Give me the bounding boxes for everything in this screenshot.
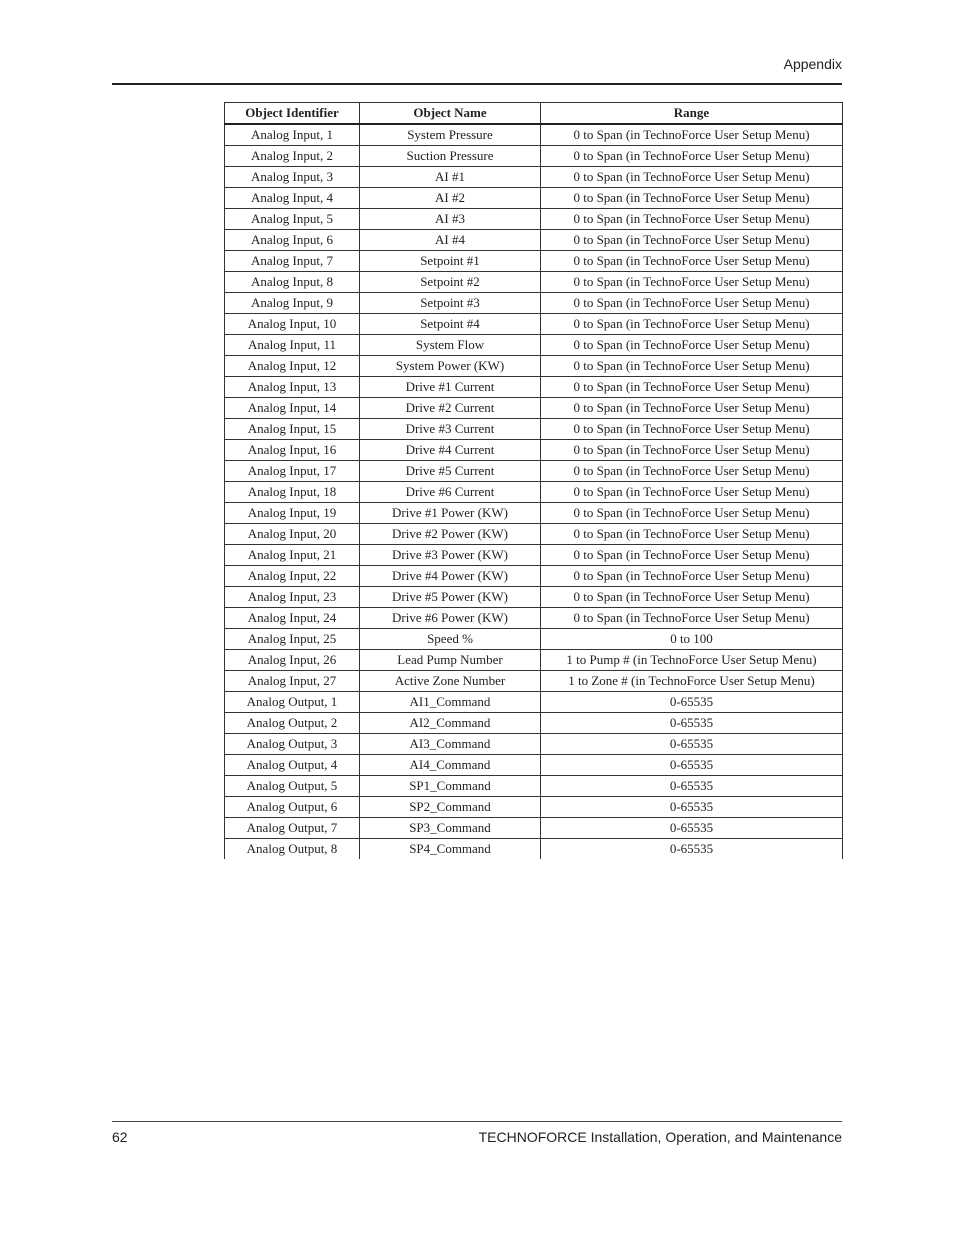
cell-object-identifier: Analog Output, 1 <box>225 692 360 713</box>
cell-object-name: System Power (KW) <box>360 356 541 377</box>
table-row <box>225 146 843 167</box>
header-section-title: Appendix <box>783 56 842 72</box>
cell-object-name: AI #2 <box>360 188 541 209</box>
cell-object-name: Setpoint #3 <box>360 293 541 314</box>
cell-object-identifier: Analog Output, 5 <box>225 776 360 797</box>
cell-object-identifier: Analog Input, 15 <box>225 419 360 440</box>
cell-object-name: AI1_Command <box>360 692 541 713</box>
cell-object-identifier: Analog Output, 3 <box>225 734 360 755</box>
cell-range: 0 to Span (in TechnoForce User Setup Menu) <box>541 209 843 230</box>
cell-object-name: Drive #2 Power (KW) <box>360 524 541 545</box>
cell-range: 0 to Span (in TechnoForce User Setup Menu) <box>541 608 843 629</box>
cell-range: 0 to Span (in TechnoForce User Setup Menu) <box>541 335 843 356</box>
table-row <box>225 124 843 146</box>
cell-range: 0-65535 <box>541 713 843 734</box>
cell-object-name: Drive #2 Current <box>360 398 541 419</box>
table-row <box>225 251 843 272</box>
table-row <box>225 482 843 503</box>
cell-object-identifier: Analog Input, 9 <box>225 293 360 314</box>
cell-object-identifier: Analog Input, 3 <box>225 167 360 188</box>
table-row <box>225 335 843 356</box>
footer-rule <box>112 1121 842 1122</box>
table-body <box>225 124 843 859</box>
cell-object-identifier: Analog Input, 4 <box>225 188 360 209</box>
table-row <box>225 167 843 188</box>
cell-object-identifier: Analog Input, 12 <box>225 356 360 377</box>
cell-range: 1 to Pump # (in TechnoForce User Setup Menu) <box>541 650 843 671</box>
cell-object-identifier: Analog Input, 20 <box>225 524 360 545</box>
cell-object-name: Drive #3 Power (KW) <box>360 545 541 566</box>
cell-range: 0 to Span (in TechnoForce User Setup Menu) <box>541 503 843 524</box>
cell-object-identifier: Analog Output, 8 <box>225 839 360 860</box>
cell-object-identifier: Analog Input, 8 <box>225 272 360 293</box>
table-row <box>225 692 843 713</box>
cell-range: 0-65535 <box>541 839 843 860</box>
cell-range: 0 to Span (in TechnoForce User Setup Menu) <box>541 314 843 335</box>
cell-range: 0 to Span (in TechnoForce User Setup Menu) <box>541 545 843 566</box>
cell-object-identifier: Analog Input, 26 <box>225 650 360 671</box>
cell-range: 0 to Span (in TechnoForce User Setup Menu) <box>541 146 843 167</box>
table-row <box>225 713 843 734</box>
cell-object-name: Active Zone Number <box>360 671 541 692</box>
column-header-object-identifier: Object Identifier <box>225 103 360 125</box>
table-row <box>225 440 843 461</box>
table-row <box>225 461 843 482</box>
cell-object-name: Speed % <box>360 629 541 650</box>
cell-object-name: SP4_Command <box>360 839 541 860</box>
table-row <box>225 503 843 524</box>
table-row <box>225 209 843 230</box>
table-header-row <box>225 103 843 125</box>
cell-object-identifier: Analog Output, 2 <box>225 713 360 734</box>
cell-object-name: Drive #4 Current <box>360 440 541 461</box>
cell-range: 1 to Zone # (in TechnoForce User Setup Menu) <box>541 671 843 692</box>
cell-object-identifier: Analog Input, 19 <box>225 503 360 524</box>
cell-object-name: AI3_Command <box>360 734 541 755</box>
page-number: 62 <box>112 1129 128 1145</box>
cell-object-identifier: Analog Input, 7 <box>225 251 360 272</box>
cell-object-identifier: Analog Input, 6 <box>225 230 360 251</box>
table-row <box>225 566 843 587</box>
cell-object-name: AI4_Command <box>360 755 541 776</box>
table-row <box>225 734 843 755</box>
table-row <box>225 755 843 776</box>
cell-object-identifier: Analog Input, 23 <box>225 587 360 608</box>
table-row <box>225 608 843 629</box>
cell-object-name: Drive #5 Current <box>360 461 541 482</box>
cell-range: 0 to Span (in TechnoForce User Setup Menu) <box>541 251 843 272</box>
cell-object-identifier: Analog Output, 7 <box>225 818 360 839</box>
cell-object-identifier: Analog Input, 1 <box>225 124 360 146</box>
cell-object-name: AI #3 <box>360 209 541 230</box>
cell-object-identifier: Analog Input, 2 <box>225 146 360 167</box>
cell-range: 0 to Span (in TechnoForce User Setup Menu) <box>541 293 843 314</box>
cell-object-name: Drive #6 Power (KW) <box>360 608 541 629</box>
table-row <box>225 314 843 335</box>
cell-range: 0 to Span (in TechnoForce User Setup Menu) <box>541 377 843 398</box>
header-rule <box>112 83 842 85</box>
cell-range: 0 to Span (in TechnoForce User Setup Menu) <box>541 356 843 377</box>
cell-object-name: Drive #3 Current <box>360 419 541 440</box>
cell-object-name: Setpoint #1 <box>360 251 541 272</box>
table-row <box>225 419 843 440</box>
table-row <box>225 839 843 860</box>
cell-range: 0-65535 <box>541 755 843 776</box>
table-row <box>225 398 843 419</box>
cell-object-identifier: Analog Output, 4 <box>225 755 360 776</box>
cell-range: 0 to Span (in TechnoForce User Setup Menu) <box>541 230 843 251</box>
column-header-object-name: Object Name <box>360 103 541 125</box>
cell-object-identifier: Analog Input, 27 <box>225 671 360 692</box>
table-row <box>225 776 843 797</box>
table-row <box>225 524 843 545</box>
cell-object-name: SP1_Command <box>360 776 541 797</box>
cell-range: 0-65535 <box>541 734 843 755</box>
cell-object-identifier: Analog Input, 24 <box>225 608 360 629</box>
cell-range: 0 to 100 <box>541 629 843 650</box>
cell-object-name: AI #4 <box>360 230 541 251</box>
cell-object-name: AI #1 <box>360 167 541 188</box>
cell-object-name: SP3_Command <box>360 818 541 839</box>
table-row <box>225 650 843 671</box>
cell-object-identifier: Analog Input, 17 <box>225 461 360 482</box>
cell-range: 0 to Span (in TechnoForce User Setup Menu) <box>541 419 843 440</box>
table-row <box>225 587 843 608</box>
cell-range: 0-65535 <box>541 776 843 797</box>
cell-object-identifier: Analog Input, 18 <box>225 482 360 503</box>
table-row <box>225 629 843 650</box>
cell-object-name: Suction Pressure <box>360 146 541 167</box>
cell-object-name: Lead Pump Number <box>360 650 541 671</box>
cell-range: 0-65535 <box>541 818 843 839</box>
table-row <box>225 356 843 377</box>
table-row <box>225 797 843 818</box>
cell-object-identifier: Analog Input, 21 <box>225 545 360 566</box>
cell-range: 0 to Span (in TechnoForce User Setup Menu) <box>541 461 843 482</box>
cell-object-name: Drive #4 Power (KW) <box>360 566 541 587</box>
document-title: TECHNOFORCE Installation, Operation, and Maintenance <box>478 1129 842 1145</box>
table-row <box>225 818 843 839</box>
cell-range: 0 to Span (in TechnoForce User Setup Menu) <box>541 188 843 209</box>
cell-range: 0 to Span (in TechnoForce User Setup Menu) <box>541 587 843 608</box>
cell-range: 0 to Span (in TechnoForce User Setup Menu) <box>541 524 843 545</box>
cell-object-name: AI2_Command <box>360 713 541 734</box>
cell-object-identifier: Analog Input, 22 <box>225 566 360 587</box>
cell-object-identifier: Analog Input, 5 <box>225 209 360 230</box>
cell-object-name: SP2_Command <box>360 797 541 818</box>
cell-range: 0 to Span (in TechnoForce User Setup Menu) <box>541 482 843 503</box>
cell-object-identifier: Analog Input, 10 <box>225 314 360 335</box>
cell-object-identifier: Analog Input, 13 <box>225 377 360 398</box>
cell-object-name: Drive #1 Power (KW) <box>360 503 541 524</box>
cell-range: 0-65535 <box>541 797 843 818</box>
cell-object-identifier: Analog Input, 11 <box>225 335 360 356</box>
cell-object-name: Setpoint #2 <box>360 272 541 293</box>
cell-range: 0 to Span (in TechnoForce User Setup Menu) <box>541 440 843 461</box>
table-row <box>225 230 843 251</box>
cell-object-name: System Flow <box>360 335 541 356</box>
cell-object-identifier: Analog Input, 16 <box>225 440 360 461</box>
cell-range: 0 to Span (in TechnoForce User Setup Menu) <box>541 124 843 146</box>
table-row <box>225 377 843 398</box>
cell-object-identifier: Analog Input, 14 <box>225 398 360 419</box>
cell-range: 0 to Span (in TechnoForce User Setup Menu) <box>541 566 843 587</box>
cell-range: 0 to Span (in TechnoForce User Setup Menu) <box>541 398 843 419</box>
cell-object-name: Drive #1 Current <box>360 377 541 398</box>
table-row <box>225 671 843 692</box>
column-header-range: Range <box>541 103 843 125</box>
table-row <box>225 293 843 314</box>
table-row <box>225 188 843 209</box>
cell-range: 0 to Span (in TechnoForce User Setup Menu) <box>541 167 843 188</box>
table-row <box>225 545 843 566</box>
cell-object-name: System Pressure <box>360 124 541 146</box>
object-table <box>224 102 843 859</box>
cell-object-name: Setpoint #4 <box>360 314 541 335</box>
cell-object-identifier: Analog Output, 6 <box>225 797 360 818</box>
table-row <box>225 272 843 293</box>
cell-object-name: Drive #5 Power (KW) <box>360 587 541 608</box>
cell-object-identifier: Analog Input, 25 <box>225 629 360 650</box>
cell-range: 0-65535 <box>541 692 843 713</box>
cell-object-name: Drive #6 Current <box>360 482 541 503</box>
cell-range: 0 to Span (in TechnoForce User Setup Menu) <box>541 272 843 293</box>
